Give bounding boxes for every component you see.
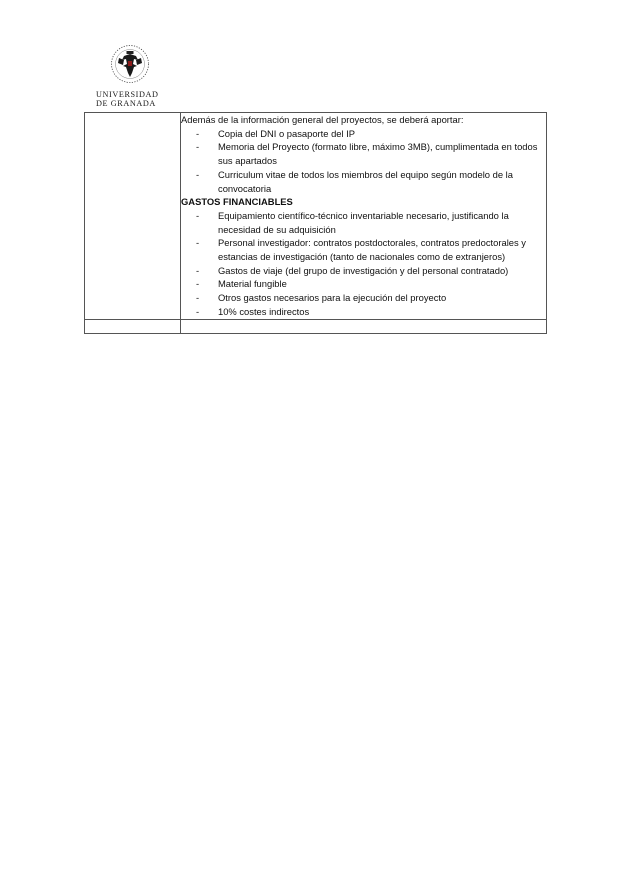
list-item: - Memoria del Proyecto (formato libre, máximo 3MB), cumplimentada en todos sus apartados (196, 141, 538, 167)
documents-list (181, 127, 546, 196)
list-item: - Personal investigador: contratos postdoctorales, contratos predoctorales y estancias de investigación (tanto de nacionales como de extranjeros) (196, 237, 526, 263)
list-item: - Equipamiento científico-técnico inventariable necesario, justificando la necesidad de su adquisición (196, 209, 509, 235)
list-item: - Material fungible (196, 278, 287, 290)
table-row-empty (85, 319, 547, 333)
university-seal-icon (110, 44, 150, 84)
list-item: - Otros gastos necesarios para la ejecución del proyecto (196, 292, 447, 304)
list-item: - Copia del DNI o pasaporte del IP (196, 127, 356, 139)
list-item: - Gastos de viaje (del grupo de investigación y del personal contratado) (196, 264, 509, 276)
list-item: - Curriculum vitae de todos los miembros del equipo según modelo de la convocatoria (196, 168, 513, 194)
table-cell-empty (181, 319, 547, 333)
requirements-table (84, 112, 547, 334)
logo-text-line2: DE GRANADA (96, 99, 156, 108)
intro-text: Además de la información general del proyectos, se deberá aportar: (181, 114, 464, 125)
section-heading: GASTOS FINANCIABLES (181, 196, 293, 208)
table-cell-label (85, 113, 181, 320)
table-row (85, 113, 547, 320)
expenses-list (181, 209, 546, 319)
list-item: - 10% costes indirectos (196, 305, 310, 317)
table-cell-empty (85, 319, 181, 333)
logo-text-line1: UNIVERSIDAD (96, 90, 159, 99)
university-logo (96, 44, 166, 110)
table-cell-content (181, 113, 547, 320)
